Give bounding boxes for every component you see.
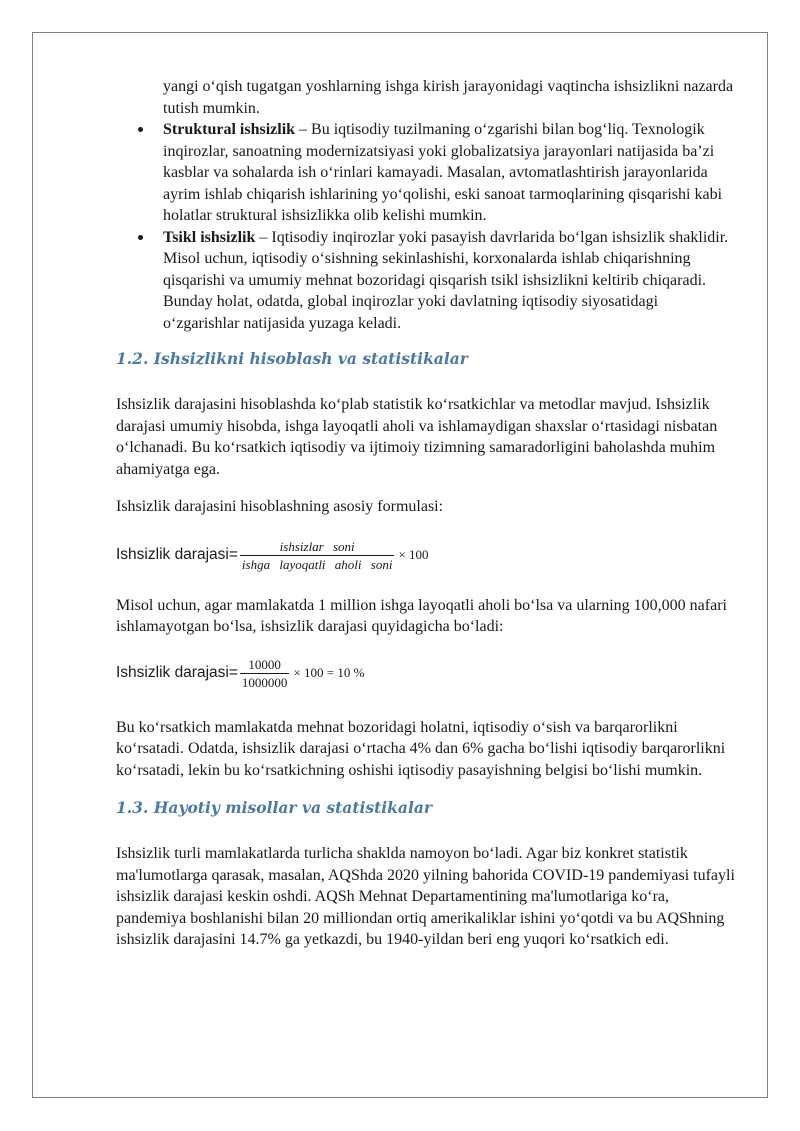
formula-numerator: ishsizlar soni xyxy=(279,538,355,554)
paragraph: Misol uchun, agar mamlakatda 1 million ishga layoqatli aholi bo‘lsa va ularning 100,000 nafari ishlamayotgan bo‘lsa, ishsizlik darajasi quyidagicha bo‘ladi: xyxy=(116,596,727,635)
bullet-item-structural xyxy=(116,119,738,227)
formula-general xyxy=(116,538,738,573)
section-heading-1-3: 1.3. Hayotiy misollar va statistikalar xyxy=(116,798,433,817)
formula-numerator: 10000 xyxy=(248,656,281,672)
bullet-text: – Iqtisodiy inqirozlar yoki pasayish davrlarida bo‘lgan ishsizlik shaklidir. Misol uchun, iqtisodiy o‘sishning sekinlashishi, korxonalarda ishlab chiqarishning qisqarishi va umumiy mehnat bozoridagi qisqarish tsikl ishsizlikni keltirib chiqaradi. Bunday holat, odatda, global inqirozlar yoki davlatning iqtisodiy siyosatidagi o‘zgarishlar natijasida yuzaga keladi. xyxy=(163,228,729,332)
paragraph: Ishsizlik turli mamlakatlarda turlicha shaklda namoyon bo‘ladi. Agar biz konkret statistik ma'lumotlarga qarasak, masalan, AQShda 2020 yilning bahorida COVID-19 pandemiyasi tufayli ishsizlik darajasi keskin oshdi. AQSh Mehnat Departamentining ma'lumotlariga ko‘ra, pandemiya boshlanishi bilan 20 milliondan ortiq amerikaliklar ishini yo‘qotdi va bu AQShning ishsizlik darajasini 14.7% ga yetkazdi, bu 1940-yildan beri eng yuqori ko‘rsatkich edi. xyxy=(116,845,735,948)
formula-denominator: ishga layoqatli aholi soni xyxy=(241,556,393,572)
bullet-list xyxy=(116,119,738,334)
formula-multiplier: × 100 xyxy=(398,547,429,563)
bullet-item-cyclical xyxy=(116,227,738,335)
formula-result: × 100 = 10 % xyxy=(293,665,365,681)
formula-example xyxy=(116,656,738,691)
bullet-text: – Bu iqtisodiy tuzilmaning o‘zgarishi bilan bog‘liq. Texnologik inqirozlar, sanoatning modernizatsiyasi yoki globalizatsiya jarayonlari natijasida ba’zi kasblar va sohalarda ish o‘rinlari kamayadi. Masalan, avtomatlashtirish jarayonlarida ayrim ishlab chiqarish ishlarining yo‘qolishi, eski sanoat tarmoqlarining qisqarishi kabi holatlar struktural ishsizlikka olib kelishi mumkin. xyxy=(163,121,723,224)
paragraph: Bu ko‘rsatkich mamlakatda mehnat bozoridagi holatni, iqtisodiy o‘sish va barqarorlikni ko‘rsatadi. Odatda, ishsizlik darajasi o‘rtacha 4% dan 6% gacha bo‘lishi iqtisodiy barqarorlikni ko‘rsatadi, lekin bu ko‘rsatkichning oshishi iqtisodiy pasayishning belgisi bo‘lishi mumkin. xyxy=(116,718,726,779)
bullet-icon xyxy=(138,235,143,240)
bullet-term: Tsikl ishsizlik xyxy=(163,228,256,246)
formula-label: Ishsizlik darajasi= xyxy=(116,546,238,564)
paragraph: Ishsizlik darajasini hisoblashning asosiy formulasi: xyxy=(116,498,444,515)
formula-fraction xyxy=(240,538,395,573)
document-body xyxy=(116,76,738,967)
section-heading-1-2: 1.2. Ishsizlikni hisoblash va statistikalar xyxy=(116,349,468,368)
paragraph: Ishsizlik darajasini hisoblashda ko‘plab statistik ko‘rsatkichlar va metodlar mavjud. Ishsizlik darajasi umumiy hisobda, ishga layoqatli aholi va ishlamaydigan shaxslar o‘rtasidagi nisbatan o‘lchanadi. Bu ko‘rsatkich iqtisodiy va ijtimoiy tizimning samaradorligini baholashda muhim ahamiyatga ega. xyxy=(116,396,718,478)
bullet-icon xyxy=(138,127,143,132)
bullet-term: Struktural ishsizlik xyxy=(163,121,296,138)
bullet-continuation: yangi o‘qish tugatgan yoshlarning ishga kirish jarayonidagi vaqtincha ishsizlikni nazarda tutish mumkin. xyxy=(163,78,734,117)
formula-label: Ishsizlik darajasi= xyxy=(116,664,238,682)
formula-fraction xyxy=(240,656,290,691)
formula-denominator: 1000000 xyxy=(241,674,288,690)
